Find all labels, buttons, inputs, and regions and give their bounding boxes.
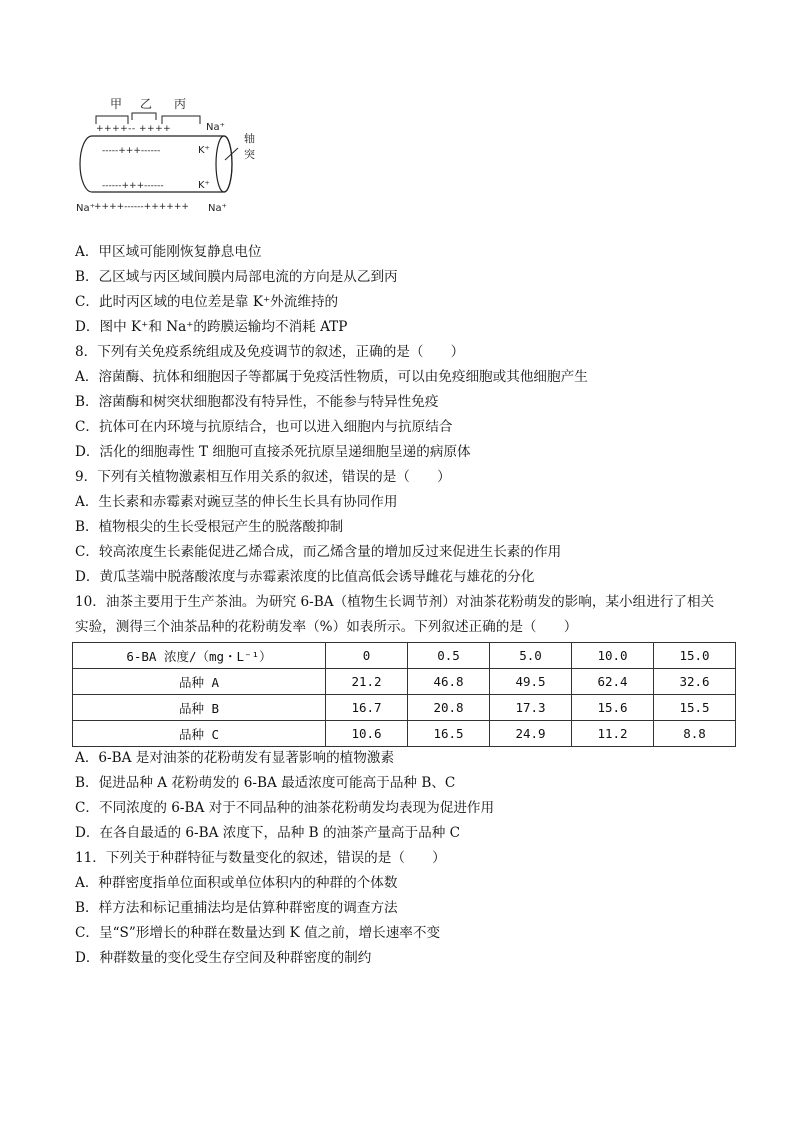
- table-header-row: [73, 643, 736, 669]
- table-cell: 21.2: [326, 669, 408, 695]
- na-top-label: Na⁺: [206, 122, 225, 133]
- inner-top-charges: -----+++------: [102, 146, 161, 156]
- bracket-bing: [162, 116, 200, 124]
- bottom-charges: ++++------++++++: [94, 202, 189, 212]
- axon-end: [216, 136, 232, 192]
- q11-option-d: D．种群数量的变化受生存空间及种群密度的制约: [75, 950, 372, 966]
- q7-option-a: A．甲区域可能刚恢复静息电位: [75, 244, 262, 260]
- q11-option-c: C．呈“S”形增长的种群在数量达到 K 值之前，增长速率不变: [75, 925, 441, 941]
- table-cell: 16.7: [326, 695, 408, 721]
- label-bing: 丙: [174, 97, 187, 111]
- table-cell: 20.8: [408, 695, 490, 721]
- table-cell: 15.6: [572, 695, 654, 721]
- axon-label: 轴突: [244, 132, 255, 161]
- table-row: [73, 721, 736, 747]
- k-bottom-label: K⁺: [198, 180, 210, 191]
- table-cell: 8.8: [654, 721, 736, 747]
- q7-option-c: C．此时丙区域的电位差是靠 K⁺外流维持的: [75, 294, 339, 310]
- q11-option-b: B．样方法和标记重捕法均是估算种群密度的调查方法: [75, 900, 398, 916]
- label-yi: 乙: [140, 97, 153, 111]
- q9-stem: 9．下列有关植物激素相互作用关系的叙述，错误的是（ ）: [75, 469, 451, 485]
- q10-option-b: B．促进品种 A 花粉萌发的 6-BA 最适浓度可能高于品种 B、C: [75, 775, 456, 791]
- table-cell: 品种 B: [73, 695, 326, 721]
- na-bottom-right-label: Na⁺: [208, 203, 227, 214]
- q8-option-c: C．抗体可在内环境与抗原结合，也可以进入细胞内与抗原结合: [75, 419, 453, 435]
- table-cell: 49.5: [490, 669, 572, 695]
- bracket-yi: [132, 113, 156, 120]
- q9-option-b: B．植物根尖的生长受根冠产生的脱落酸抑制: [75, 519, 344, 535]
- inner-bottom-charges: ------+++------: [102, 181, 164, 191]
- top-charges: ++++-- ++++: [96, 124, 172, 134]
- q10-option-a: A．6-BA 是对油茶的花粉萌发有显著影响的植物激素: [75, 750, 395, 766]
- q10-stem-line1: 10．油茶主要用于生产茶油。为研究 6-BA（植物生长调节剂）对油茶花粉萌发的影响，某小组进行了相关: [75, 594, 715, 610]
- q8-option-b: B．溶菌酶和树突状细胞都没有特异性，不能参与特异性免疫: [75, 394, 439, 410]
- table-cell: 62.4: [572, 669, 654, 695]
- table-cell: 17.3: [490, 695, 572, 721]
- question-block-lower: [75, 746, 735, 971]
- q11-option-a: A．种群密度指单位面积或单位体积内的种群的个体数: [75, 875, 398, 891]
- table-cell: 10.6: [326, 721, 408, 747]
- q9-option-d: D．黄瓜茎端中脱落酸浓度与赤霉素浓度的比值高低会诱导雌花与雄花的分化: [75, 569, 535, 585]
- pollen-germination-table: [72, 642, 736, 747]
- q11-stem: 11．下列关于种群特征与数量变化的叙述，错误的是（ ）: [75, 850, 446, 866]
- table-header-cell: 0.5: [408, 643, 490, 669]
- table-cell: 11.2: [572, 721, 654, 747]
- table-header-cell: 15.0: [654, 643, 736, 669]
- q9-option-a: A．生长素和赤霉素对豌豆茎的伸长生长具有协同作用: [75, 494, 398, 510]
- table-row: [73, 695, 736, 721]
- q9-option-c: C．较高浓度生长素能促进乙烯合成，而乙烯含量的增加反过来促进生长素的作用: [75, 544, 562, 560]
- table-header-cell: 10.0: [572, 643, 654, 669]
- table-cell: 品种 A: [73, 669, 326, 695]
- table-header-cell: 5.0: [490, 643, 572, 669]
- q7-option-d: D．图中 K⁺和 Na⁺的跨膜运输均不消耗 ATP: [75, 319, 348, 335]
- table-cell: 品种 C: [73, 721, 326, 747]
- table-cell: 32.6: [654, 669, 736, 695]
- question-block-upper: [75, 240, 735, 640]
- k-top-label: K⁺: [198, 145, 210, 156]
- q10-option-d: D．在各自最适的 6-BA 浓度下，品种 B 的油茶产量高于品种 C: [75, 825, 461, 841]
- q10-option-c: C．不同浓度的 6-BA 对于不同品种的油茶花粉萌发均表现为促进作用: [75, 800, 495, 816]
- table-header-cell: 0: [326, 643, 408, 669]
- table-cell: 16.5: [408, 721, 490, 747]
- label-jia: 甲: [110, 97, 123, 111]
- q8-stem: 8．下列有关免疫系统组成及免疫调节的叙述，正确的是（ ）: [75, 344, 465, 360]
- table-cell: 24.9: [490, 721, 572, 747]
- q7-option-b: B．乙区域与丙区域间膜内局部电流的方向是从乙到丙: [75, 269, 398, 285]
- table-header-cell: 6-BA 浓度/（mg・L⁻¹）: [73, 643, 326, 669]
- axon-diagram: [72, 96, 272, 218]
- q8-option-d: D．活化的细胞毒性 T 细胞可直接杀死抗原呈递细胞呈递的病原体: [75, 444, 471, 460]
- table-cell: 46.8: [408, 669, 490, 695]
- table-cell: 15.5: [654, 695, 736, 721]
- q10-stem-line2: 实验，测得三个油茶品种的花粉萌发率（%）如表所示。下列叙述正确的是（ ）: [75, 619, 578, 635]
- na-bottom-left-label: Na⁺: [76, 203, 95, 214]
- bracket-jia: [96, 116, 128, 124]
- table-row: [73, 669, 736, 695]
- q8-option-a: A．溶菌酶、抗体和细胞因子等都属于免疫活性物质，可以由免疫细胞或其他细胞产生: [75, 369, 588, 385]
